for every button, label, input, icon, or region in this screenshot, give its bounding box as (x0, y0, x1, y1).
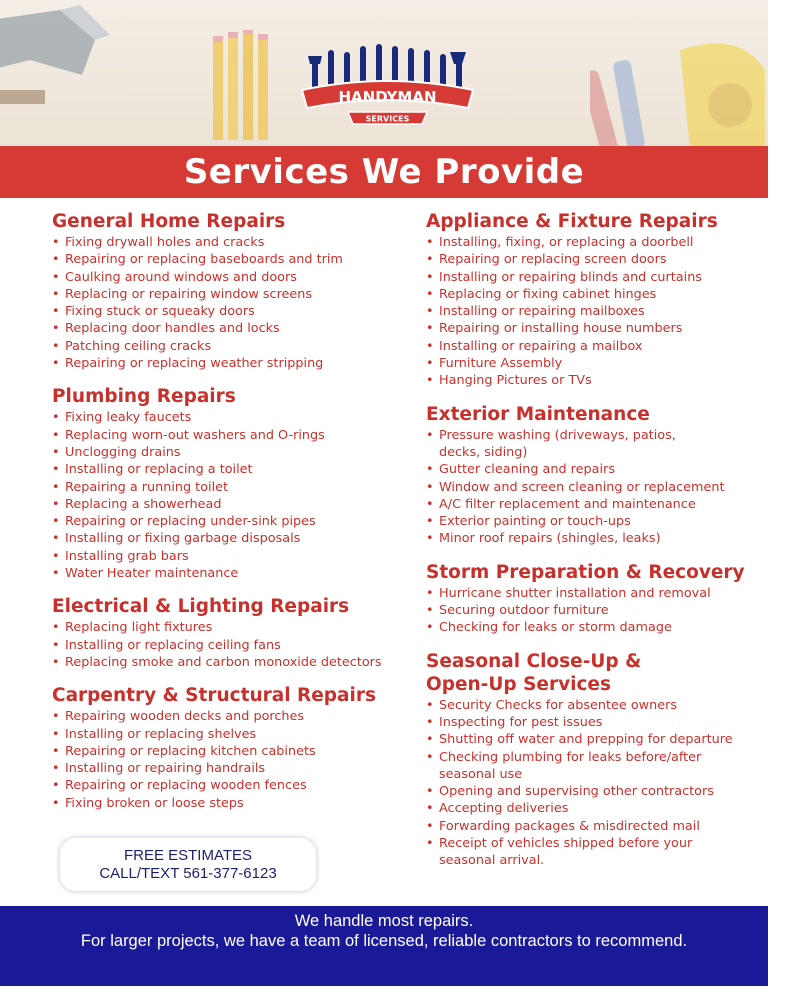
service-item: • Repairing or replacing baseboards and trim (52, 251, 402, 268)
service-item: • Installing or repairing mailboxes (426, 303, 756, 320)
page-title: Services We Provide (183, 152, 585, 192)
service-item: • Unclogging drains (52, 444, 402, 461)
service-item: • Replacing light fixtures (52, 619, 402, 636)
service-item: • Hurricane shutter installation and removal (426, 585, 756, 602)
service-item: • Furniture Assembly (426, 355, 756, 372)
section-heading: Storm Preparation & Recovery (426, 561, 745, 583)
service-list (426, 585, 756, 637)
service-item: • Checking plumbing for leaks before/after seasonal use (426, 749, 756, 784)
service-item: • Repairing or replacing kitchen cabinets (52, 743, 402, 760)
service-item: • Installing or fixing garbage disposals (52, 530, 402, 547)
service-item: • Repairing wooden decks and porches (52, 708, 402, 725)
service-list (52, 619, 402, 671)
service-section (426, 650, 756, 870)
service-item: • Hanging Pictures or TVs (426, 372, 756, 389)
service-item: • Installing or repairing handrails (52, 760, 402, 777)
service-section (426, 210, 756, 390)
service-item: • Forwarding packages & misdirected mail (426, 818, 756, 835)
service-item: • Repairing or installing house numbers (426, 320, 756, 337)
service-item: • Installing or replacing shelves (52, 726, 402, 743)
section-heading: Carpentry & Structural Repairs (52, 685, 377, 707)
logo-text: HANDYMAN (338, 88, 437, 106)
service-item: • Repairing a running toilet (52, 479, 402, 496)
service-item: • Securing outdoor furniture (426, 602, 756, 619)
service-item: • Shutting off water and prepping for departure (426, 731, 756, 748)
service-item: • Replacing worn-out washers and O-rings (52, 427, 402, 444)
service-item: • Fixing leaky faucets (52, 409, 402, 426)
service-item: • Fixing drywall holes and cracks (52, 234, 402, 251)
section-heading: Appliance & Fixture Repairs (426, 211, 718, 232)
section-heading: Plumbing Repairs (52, 386, 236, 408)
service-item: • Installing, fixing, or replacing a doorbell (426, 234, 756, 251)
service-list (426, 427, 756, 548)
service-item: • Gutter cleaning and repairs (426, 461, 756, 478)
header-banner (0, 0, 768, 150)
footer-line-2: For larger projects, we have a team of licensed, reliable contractors to recommend. (80, 932, 688, 950)
service-list (52, 708, 402, 812)
service-item: • Pressure washing (driveways, patios, decks, siding) (426, 427, 756, 462)
service-item: • Patching ceiling cracks (52, 338, 402, 355)
service-item: • Repairing or replacing under-sink pipes (52, 513, 402, 530)
service-section (52, 595, 402, 671)
section-heading: Electrical & Lighting Repairs (52, 596, 350, 618)
service-item: • Caulking around windows and doors (52, 269, 402, 286)
service-item: • Fixing stuck or squeaky doors (52, 303, 402, 320)
service-item: • Water Heater maintenance (52, 565, 402, 582)
service-item: • Installing or replacing a toilet (52, 461, 402, 478)
service-list (426, 697, 756, 870)
service-item: • Fixing broken or loose steps (52, 795, 402, 812)
service-item: • Installing or replacing ceiling fans (52, 637, 402, 654)
service-item: • Exterior painting or touch-ups (426, 513, 756, 530)
logo-subtext: SERVICES (365, 114, 410, 124)
service-section (52, 210, 402, 372)
free-estimates-box (60, 838, 316, 891)
service-item: • Repairing or replacing weather stripping (52, 355, 402, 372)
service-item: • Replacing a showerhead (52, 496, 402, 513)
pencils-icon (208, 30, 298, 140)
service-item: • Receipt of vehicles shipped before your seasonal arrival. (426, 835, 756, 870)
service-item: • Opening and supervising other contractors (426, 783, 756, 800)
hammer-icon (0, 0, 140, 120)
service-item: • A/C filter replacement and maintenance (426, 496, 756, 513)
estimate-line-1: FREE ESTIMATES (123, 846, 253, 864)
service-item: • Security Checks for absentee owners (426, 697, 756, 714)
right-column (426, 210, 756, 883)
service-list (52, 409, 402, 582)
handyman-logo (300, 42, 475, 137)
section-heading: Exterior Maintenance (426, 403, 650, 425)
service-item: • Replacing or repairing window screens (52, 286, 402, 303)
service-item: • Minor roof repairs (shingles, leaks) (426, 530, 756, 547)
service-list (52, 234, 402, 372)
service-section (52, 385, 402, 582)
service-item: • Inspecting for pest issues (426, 714, 756, 731)
service-section (426, 403, 756, 548)
service-item: • Repairing or replacing wooden fences (52, 777, 402, 794)
service-item: • Replacing door handles and locks (52, 320, 402, 337)
estimate-phone: CALL/TEXT 561-377-6123 (99, 864, 277, 882)
service-item: • Replacing smoke and carbon monoxide detectors (52, 654, 402, 671)
left-column (52, 210, 402, 825)
title-band (0, 146, 768, 198)
service-item: • Installing or repairing a mailbox (426, 338, 756, 355)
service-section (426, 561, 756, 637)
service-item: • Replacing or fixing cabinet hinges (426, 286, 756, 303)
footer-line-1: We handle most repairs. (294, 912, 474, 930)
service-item: • Installing grab bars (52, 548, 402, 565)
section-heading: Seasonal Close-Up & Open-Up Services (426, 650, 642, 695)
service-list (426, 234, 756, 390)
service-item: • Installing or repairing blinds and curtains (426, 269, 756, 286)
service-item: • Accepting deliveries (426, 800, 756, 817)
tools-icon (590, 10, 768, 150)
service-item: • Window and screen cleaning or replacement (426, 479, 756, 496)
service-item: • Checking for leaks or storm damage (426, 619, 756, 636)
footer-banner (0, 906, 768, 986)
service-section (52, 684, 402, 812)
section-heading: General Home Repairs (52, 211, 286, 232)
service-item: • Repairing or replacing screen doors (426, 251, 756, 268)
